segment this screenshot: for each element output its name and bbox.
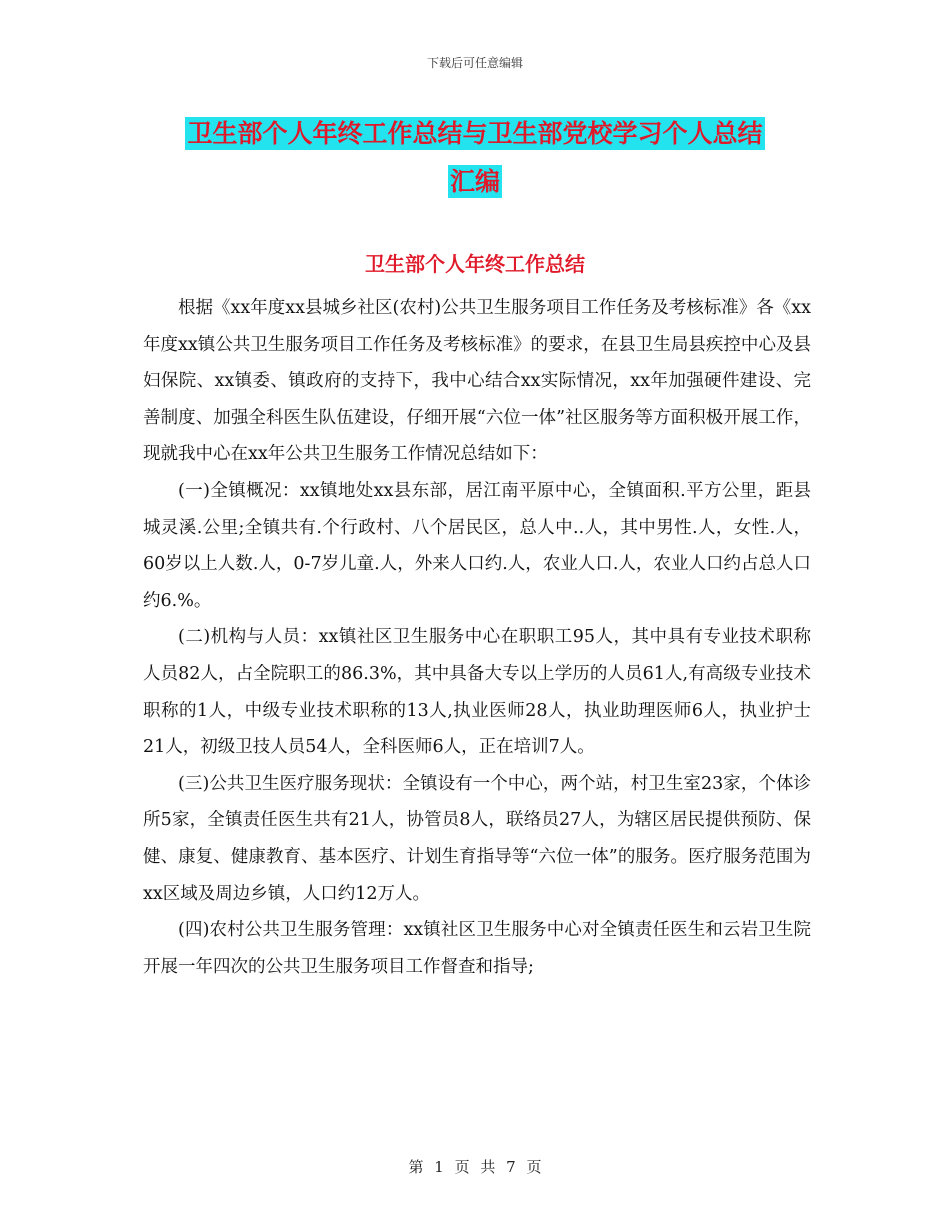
header-note: 下载后可任意编辑 bbox=[426, 56, 523, 70]
page-footer: 第 1 页 共 7 页 bbox=[408, 1158, 542, 1176]
paragraph-overview: (一)全镇概况：xx镇地处xx县东部，居江南平原中心，全镇面积.平方公里，距县城灵溪.公里;全镇共有.个行政村、八个居民区，总人中..人，其中男性.人，女性.人，60岁以上人数.人，0-7岁儿童.人，外来人口约.人，农业人口.人，农业人口约占总人口约6.%。 bbox=[143, 480, 811, 611]
title-line-2: 汇编 bbox=[449, 167, 500, 196]
paragraph-management: (四)农村公共卫生服务管理：xx镇社区卫生服务中心对全镇责任医生和云岩卫生院开展一年四次的公共卫生服务项目工作督查和指导; bbox=[143, 920, 811, 977]
document-title bbox=[0, 110, 950, 206]
body-text bbox=[143, 290, 811, 985]
paragraph-services: (三)公共卫生医疗服务现状：全镇设有一个中心，两个站，村卫生室23家，个体诊所5家，全镇责任医生共有21人，协管员8人，联络员27人，为辖区居民提供预防、保健、康复、健康教育、基本医疗、计划生育指导等“六位一体”的服务。医疗服务范围为xx区域及周边乡镇，人口约12万人。 bbox=[143, 773, 811, 904]
paragraph-staff: (二)机构与人员：xx镇社区卫生服务中心在职职工95人，其中具有专业技术职称人员82人，占全院职工的86.3%，其中具备大专以上学历的人员61人,有高级专业技术职称的1人，中级专业技术职称的13人,执业医师28人，执业助理医师6人，执业护士21人，初级卫技人员54人，全科医师6人，正在培训7人。 bbox=[143, 627, 811, 758]
section-title: 卫生部个人年终工作总结 bbox=[365, 252, 585, 276]
title-line-1: 卫生部个人年终工作总结与卫生部党校学习个人总结 bbox=[187, 119, 763, 148]
paragraph-intro: 根据《xx年度xx县城乡社区(农村)公共卫生服务项目工作任务及考核标准》各《xx年度xx镇公共卫生服务项目工作任务及考核标准》的要求，在县卫生局县疾控中心及县妇保院、xx镇委、镇政府的支持下，我中心结合xx实际情况，xx年加强硬件建设、完善制度、加强全科医生队伍建设，仔细开展“六位一体”社区服务等方面积极开展工作，现就我中心在xx年公共卫生服务工作情况总结如下： bbox=[143, 298, 811, 465]
